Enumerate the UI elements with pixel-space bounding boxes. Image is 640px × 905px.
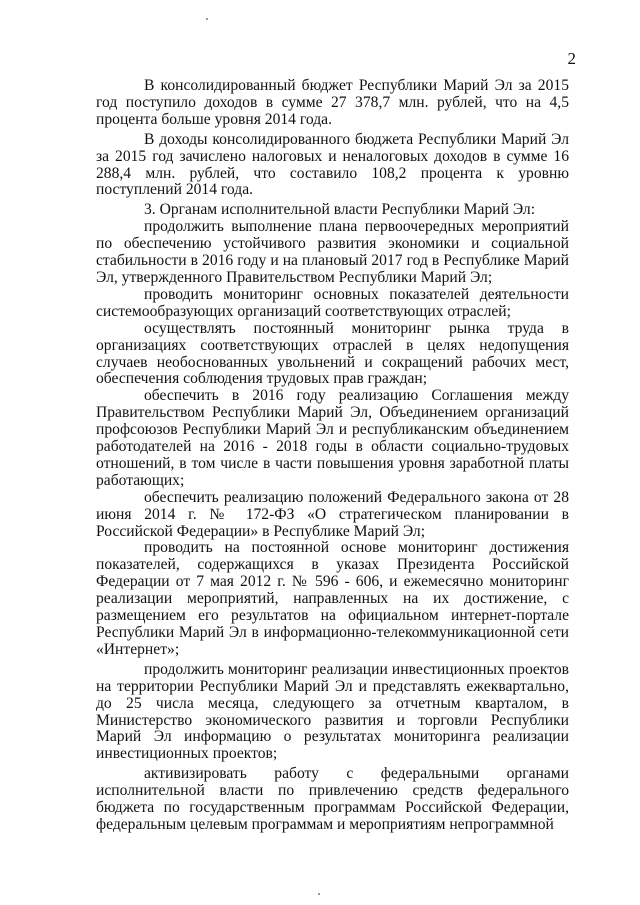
paragraph-tax-revenue: В доходы консолидированного бюджета Республики Марий Эл за 2015 год зачислено налоговых и неналоговых доходов в сумме 16 288,4 млн. рублей, что составило 108,2 процента к уровню поступлений 2014 года. xyxy=(96,130,569,199)
paragraph-item: активизировать работу с федеральными органами исполнительной власти по привлечению средств федерального бюджета по государственным программам Российской Федерации, федеральным целевым программам и мероприятиям непрограммной xyxy=(96,765,569,833)
paragraph-item: обеспечить в 2016 году реализацию Соглашения между Правительством Республики Марий Эл, Объединением организаций профсоюзов Республики Марий Эл и республиканским объединением работодателей на 2016 - 2018 годы в области социально-трудовых отношений, в том числе в части повышения уровня заработной платы работающих; xyxy=(96,387,569,489)
document-body xyxy=(96,78,569,834)
paragraph-item: осуществлять постоянный мониторинг рынка труда в организациях соответствующих отраслей в целях недопущения случаев необоснованных увольнений и сокращений рабочих мест, обеспечения соблюдения трудовых прав граждан; xyxy=(96,319,569,388)
paragraph-item: продолжить выполнение плана первоочередных мероприятий по обеспечению устойчивого развития экономики и социальной стабильности в 2016 году и на плановый 2017 год в Республике Марий Эл, утвержденного Правительством Республики Марий Эл; xyxy=(96,218,569,286)
paragraph-section-heading: 3. Органам исполнительной власти Республики Марий Эл: xyxy=(144,201,536,219)
paragraph-item: продолжить мониторинг реализации инвестиционных проектов на территории Республики Марий Эл и представлять ежеквартально, до 25 числа месяца, следующего за отчетным кварталом, в Министерство экономического развития и торговли Республики Марий Эл информацию о результатах мониторинга реализации инвестиционных проектов; xyxy=(96,660,569,763)
scan-speck xyxy=(206,18,208,20)
paragraph-budget-revenue: В консолидированный бюджет Республики Марий Эл за 2015 год поступило доходов в сумме 27 378,7 млн. рублей, что на 4,5 процента больше уровня 2014 года. xyxy=(96,77,569,128)
scan-speck xyxy=(318,893,320,895)
paragraph-item: обеспечить реализацию положений Федерального закона от 28 июня 2014 г. № 172-ФЗ «О стратегическом планировании в Российской Федерации» в Республике Марий Эл; xyxy=(96,488,569,540)
paragraph-item: проводить мониторинг основных показателей деятельности системообразующих организаций соответствующих отраслей; xyxy=(96,285,569,320)
page-number: 2 xyxy=(567,49,576,68)
paragraph-item: проводить на постоянной основе мониторинг достижения показателей, содержащихся в указах Президента Российской Федерации от 7 мая 2012 г. № 596 - 606, и ежемесячно мониторинг реализации мероприятий, направленных на их достижение, с размещением его результатов на официальном интернет-портале Республики Марий Эл в информационно-телекоммуникационной сети «Интернет»; xyxy=(96,539,569,658)
